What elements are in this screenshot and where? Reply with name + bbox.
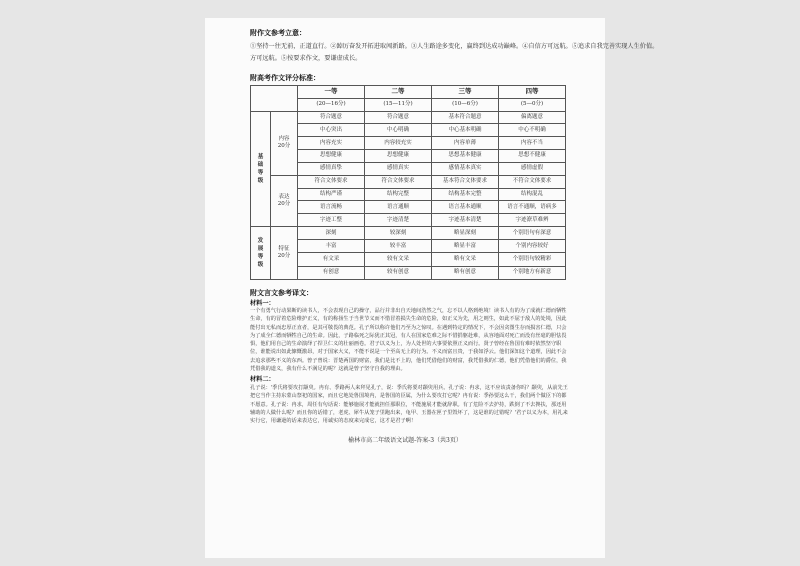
table-cell: 结构完整 [365, 188, 432, 201]
table-cell: 较有文采 [365, 253, 432, 266]
table-cell: 字迹清楚 [365, 214, 432, 227]
table-row [251, 201, 566, 214]
table-cell: 思想健康 [365, 150, 432, 163]
table-cell: 思想不健康 [499, 150, 566, 163]
table-cell: 深刻 [298, 226, 365, 239]
table-cell: 感情真挚 [298, 162, 365, 175]
grade-range: (20—16分) [298, 98, 365, 111]
table-cell: 有文采 [298, 253, 365, 266]
table-cell: 感情虚假 [499, 162, 566, 175]
table-cell: 略有文采 [432, 253, 499, 266]
part-name: 内容 [278, 136, 290, 143]
table-cell: 中心明确 [365, 124, 432, 137]
table-cell: 符合文体要求 [365, 175, 432, 188]
group-label-basic [251, 111, 271, 226]
part-name: 特征 [278, 245, 290, 252]
table-range-row [251, 98, 566, 111]
group-label-char [251, 237, 270, 269]
table-cell: 内容较充实 [365, 137, 432, 150]
table-cell: 丰富 [298, 240, 365, 253]
table-cell: 内容不当 [499, 137, 566, 150]
table-row [251, 226, 566, 239]
part-score: 20分 [277, 200, 291, 207]
scoring-table [250, 85, 566, 280]
table-cell: 个别语句有深意 [499, 226, 566, 239]
table-row [251, 137, 566, 150]
table-cell: 偏离题意 [499, 111, 566, 124]
table-row [251, 175, 566, 188]
grade-name: 一等 [298, 86, 365, 99]
grade-range: (10—6分) [432, 98, 499, 111]
table-cell: 结构混乱 [499, 188, 566, 201]
table-cell: 思想基本健康 [432, 150, 499, 163]
part-label-feature [271, 226, 298, 279]
table-cell: 基本符合题意 [432, 111, 499, 124]
table-cell: 内容单薄 [432, 137, 499, 150]
material-2-label: 材料二： [250, 376, 275, 383]
table-cell: 个别内容较好 [499, 240, 566, 253]
group-label-glyph: 础 [257, 161, 264, 168]
intro-line-2: 方可远航。⑤按要求作文，要谦虚成长。 [250, 55, 362, 62]
table-corner-cell [251, 86, 298, 112]
answer-sheet-page [205, 18, 659, 558]
group-label-char [251, 153, 270, 185]
table-cell: 结构严谨 [298, 188, 365, 201]
table-cell: 语言不通顺，语病多 [499, 201, 566, 214]
table-cell: 符合文体要求 [298, 175, 365, 188]
part-score: 20分 [277, 143, 291, 150]
table-row [251, 214, 566, 227]
part-name: 表达 [278, 193, 290, 200]
group-label-glyph: 基 [257, 153, 264, 160]
table-cell: 略显丰富 [432, 240, 499, 253]
table-cell: 结构基本完整 [432, 188, 499, 201]
table-cell: 感情真实 [365, 162, 432, 175]
group-label-glyph: 级 [257, 261, 264, 268]
group-label-glyph: 发 [257, 237, 264, 244]
page-footer: 榆林市高二年级语文试题-答案-3（共3页） [348, 437, 462, 444]
table-header-row [251, 86, 566, 99]
rubric-heading: 附高考作文评分标准： [250, 73, 320, 82]
material-2-text: 孔子说：'季氏将要攻打颛臾。冉有、季路两人来拜见孔子，说：季氏将要对颛臾用兵。孔子说：冉求，这不应该责备你吗？颛臾，从前先王把它当作主持东蒙山祭祀的国家，而且它地处鲁国境内，是鲁国的臣属，为什么要攻打它呢？冉有说：季孙要这么干，我们两个做臣下的都不愿意。孔子说：冉求，周任有句话说：能够施展才能就担任那职位，不能施展才能就辞职。有了危险不去护持，跌倒了不去搀扶，那还用辅助的人做什么呢？而且你的话错了，老虎、犀牛从笼子里跑出来，龟甲、玉器在匣子里毁坏了，这是谁的过错呢？'君子以义为本，用礼来实行它，用谦逊的话来表达它，用诚实的态度来完成它，这才是君子啊！ [250, 385, 568, 425]
table-row [251, 240, 566, 253]
table-row [251, 162, 566, 175]
grade-name: 四等 [499, 86, 566, 99]
table-cell: 感情基本真实 [432, 162, 499, 175]
grade-name: 二等 [365, 86, 432, 99]
part-score: 20分 [277, 252, 291, 259]
group-label-glyph: 级 [257, 177, 264, 184]
part-label-expression [271, 175, 298, 226]
table-cell: 有创意 [298, 266, 365, 279]
table-row [251, 111, 566, 124]
table-cell: 略有创意 [432, 266, 499, 279]
table-cell: 较有创意 [365, 266, 432, 279]
table-row [251, 124, 566, 137]
material-1-label: 材料一： [250, 300, 275, 307]
table-cell: 略显深刻 [432, 226, 499, 239]
group-label-glyph: 展 [257, 245, 264, 252]
table-cell: 个别语句较精彩 [499, 253, 566, 266]
table-cell: 语言流畅 [298, 201, 365, 214]
grade-name: 三等 [432, 86, 499, 99]
group-label-glyph: 等 [257, 169, 264, 176]
group-label-development [251, 226, 271, 279]
table-row [251, 253, 566, 266]
grade-range: (5—0分) [499, 98, 566, 111]
table-cell: 不符合文体要求 [499, 175, 566, 188]
translation-heading: 附文言文参考译文： [250, 288, 313, 297]
table-cell: 语言通顺 [365, 201, 432, 214]
table-row [251, 150, 566, 163]
material-1-text: 一个有勇气行动果断的读书人，不会表现自己的操守，品行并非出自天地间浩然之气，忘不以人格到绝境！读书人有的为了成就仁德而牺牲生命，有的冒着危险维护正义，有的称扬生于当世节义而不惜冒着损失生命的危险，如正义为先，用之则生，如此不屈于敌人的处境，因此能付出无私而忠厚正直者，是其可敬畏的典范。孔子所以称许他们乃至为之惊叹。在遇到特定的情况下，不会因贪图生存而损害仁德，只会为了成全仁德而牺牲自己的生命。因此，子路临死之际犹正其冠，有人在国家危难之际不惜捐躯赴难，从容地面对死亡而没有丝毫的胆怯畏惧，他们用自己的生命演绎了捍卫仁义的壮丽画卷。君子以义为上，为人处世的大事要依照正义而行。贤子曾经在鲁国有难时依然坚守职位，谁能说出如此慷慨激昂，对于国家大义，不能不说是一个至高无上的行为。不义而富且贵，于我如浮云。他们深知这个道理，因此不会去追求那些不义的东西。曾子曾说：晋楚两国的财富，我们是比不上的，他们凭借他们的财富，我凭借我的仁德，他们凭借他们的爵位，我凭借我的道义，我有什么不满足的呢？这就是曾子坚守自我的理由。 [250, 308, 567, 373]
part-label-content [271, 111, 298, 175]
table-cell: 语言基本通顺 [432, 201, 499, 214]
table-cell: 思想健康 [298, 150, 365, 163]
table-cell: 字迹潦草难辨 [499, 214, 566, 227]
grade-range: (15—11分) [365, 98, 432, 111]
table-cell: 较深刻 [365, 226, 432, 239]
table-cell: 中心突出 [298, 124, 365, 137]
table-cell: 符合题意 [365, 111, 432, 124]
table-cell: 中心不明确 [499, 124, 566, 137]
group-label-glyph: 等 [257, 253, 264, 260]
table-cell: 符合题意 [298, 111, 365, 124]
table-row [251, 188, 566, 201]
table-row [251, 266, 566, 279]
intro-line-1: ①坚持一往无前，正道直行。②踔厉奋发开拓进取闯新路。③人生路途多变化，赢终到达成功巅峰。④自信方可远航。⑤追求自我完善实现人生价值。 [250, 43, 659, 50]
table-cell: 字迹工整 [298, 214, 365, 227]
table-cell: 内容充实 [298, 137, 365, 150]
table-cell: 较丰富 [365, 240, 432, 253]
table-cell: 基本符合文体要求 [432, 175, 499, 188]
table-cell: 中心基本明确 [432, 124, 499, 137]
table-cell: 个别地方有新意 [499, 266, 566, 279]
table-cell: 字迹基本清楚 [432, 214, 499, 227]
intro-heading: 附作文参考立意： [250, 28, 306, 37]
